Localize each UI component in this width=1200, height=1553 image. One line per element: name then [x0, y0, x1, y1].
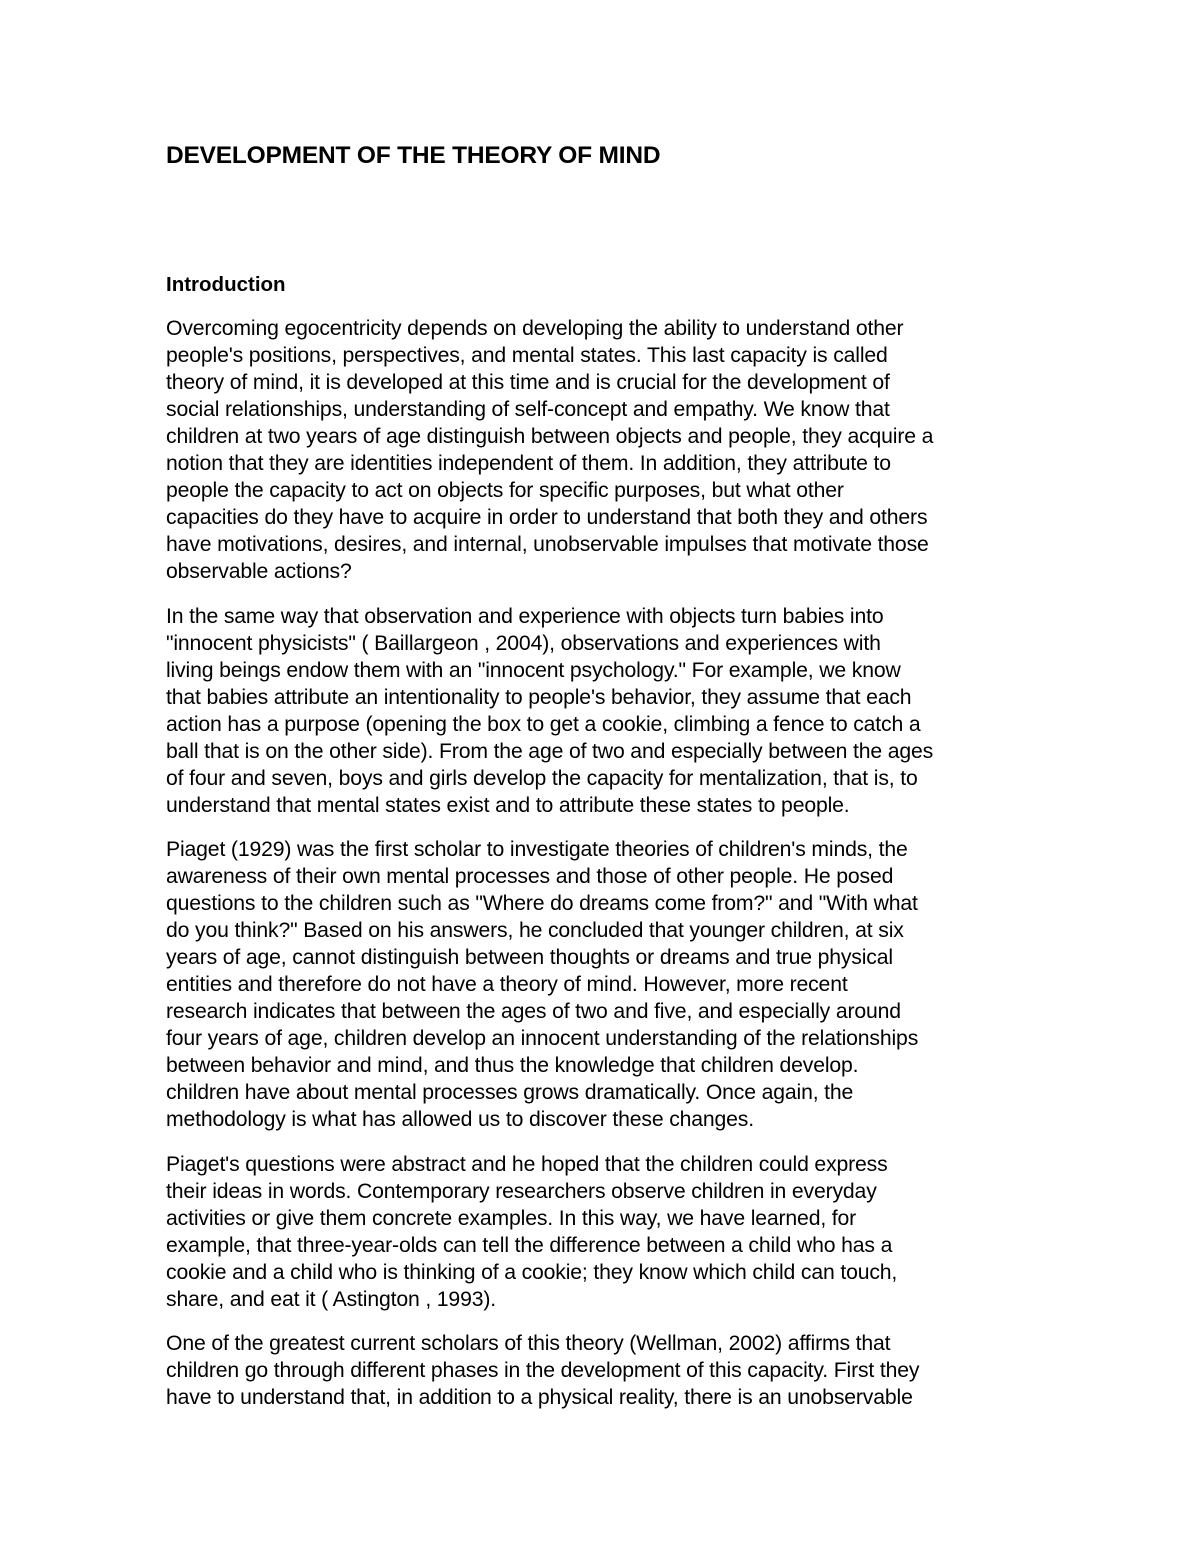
paragraph-line: four years of age, children develop an innocent understanding of the relationships	[166, 1027, 919, 1050]
document-title: DEVELOPMENT OF THE THEORY OF MIND	[166, 142, 661, 169]
paragraph-line: Overcoming egocentricity depends on developing the ability to understand other	[166, 317, 904, 340]
paragraph-line: In the same way that observation and experience with objects turn babies into	[166, 604, 884, 628]
paragraph-line: do you think?" Based on his answers, he concluded that younger children, at six	[166, 919, 904, 942]
body-paragraph	[166, 1330, 1036, 1411]
paragraph-line: entities and therefore do not have a theory of mind. However, more recent	[166, 973, 848, 996]
paragraph-line: have motivations, desires, and internal, unobservable impulses that motivate those	[166, 533, 929, 556]
paragraph-line: theory of mind, it is developed at this time and is crucial for the development of	[166, 371, 890, 394]
paragraph-line: Piaget's questions were abstract and he hoped that the children could express	[166, 1152, 888, 1176]
paragraph-line: Piaget (1929) was the first scholar to investigate theories of children's minds, the	[166, 838, 908, 861]
paragraph-line: notion that they are identities independent of them. In addition, they attribute to	[166, 452, 891, 475]
paragraph-line: methodology is what has allowed us to discover these changes.	[166, 1108, 754, 1131]
paragraph-line: cookie and a child who is thinking of a cookie; they know which child can touch,	[166, 1260, 898, 1284]
paragraph-line: questions to the children such as "Where do dreams come from?" and "With what	[166, 892, 918, 915]
paragraph-line: that babies attribute an intentionality to people's behavior, they assume that each	[166, 685, 912, 709]
document-body	[166, 315, 1036, 1429]
paragraph-line: children at two years of age distinguish between objects and people, they acquire a	[166, 425, 934, 448]
paragraph-line: awareness of their own mental processes and those of other people. He posed	[166, 865, 894, 888]
body-paragraph	[166, 603, 1036, 819]
paragraph-line: have to understand that, in addition to a physical reality, there is an unobservable	[166, 1386, 913, 1409]
paragraph-line: social relationships, understanding of self-concept and empathy. We know that	[166, 398, 890, 421]
paragraph-line: people's positions, perspectives, and mental states. This last capacity is called	[166, 344, 888, 367]
paragraph-line: share, and eat it ( Astington , 1993).	[166, 1287, 496, 1311]
body-paragraph	[166, 836, 1036, 1133]
section-heading-introduction: Introduction	[166, 273, 286, 296]
paragraph-line: capacities do they have to acquire in order to understand that both they and others	[166, 506, 928, 529]
paragraph-line: understand that mental states exist and to attribute these states to people.	[166, 793, 850, 817]
paragraph-line: years of age, cannot distinguish between thoughts or dreams and true physical	[166, 946, 893, 969]
paragraph-line: ball that is on the other side). From the age of two and especially between the ages	[166, 739, 934, 763]
paragraph-line: their ideas in words. Contemporary researchers observe children in everyday	[166, 1179, 877, 1203]
body-paragraph	[166, 1151, 1036, 1313]
paragraph-line: One of the greatest current scholars of this theory (Wellman, 2002) affirms that	[166, 1332, 891, 1355]
paragraph-line: research indicates that between the ages of two and five, and especially around	[166, 1000, 901, 1023]
paragraph-line: between behavior and mind, and thus the knowledge that children develop.	[166, 1054, 859, 1077]
paragraph-line: "innocent physicists" ( Baillargeon , 2004), observations and experiences with	[166, 631, 881, 655]
paragraph-line: action has a purpose (opening the box to get a cookie, climbing a fence to catch a	[166, 712, 921, 736]
paragraph-line: children have about mental processes grows dramatically. Once again, the	[166, 1081, 854, 1104]
body-paragraph	[166, 315, 1036, 585]
paragraph-line: living beings endow them with an "innocent psychology." For example, we know	[166, 658, 901, 682]
paragraph-line: of four and seven, boys and girls develop the capacity for mentalization, that is, to	[166, 766, 918, 790]
paragraph-line: example, that three-year-olds can tell the difference between a child who has a	[166, 1233, 893, 1257]
paragraph-line: observable actions?	[166, 560, 352, 583]
paragraph-line: activities or give them concrete examples. In this way, we have learned, for	[166, 1206, 857, 1230]
paragraph-line: children go through different phases in the development of this capacity. First they	[166, 1359, 920, 1382]
paragraph-line: people the capacity to act on objects for specific purposes, but what other	[166, 479, 844, 502]
